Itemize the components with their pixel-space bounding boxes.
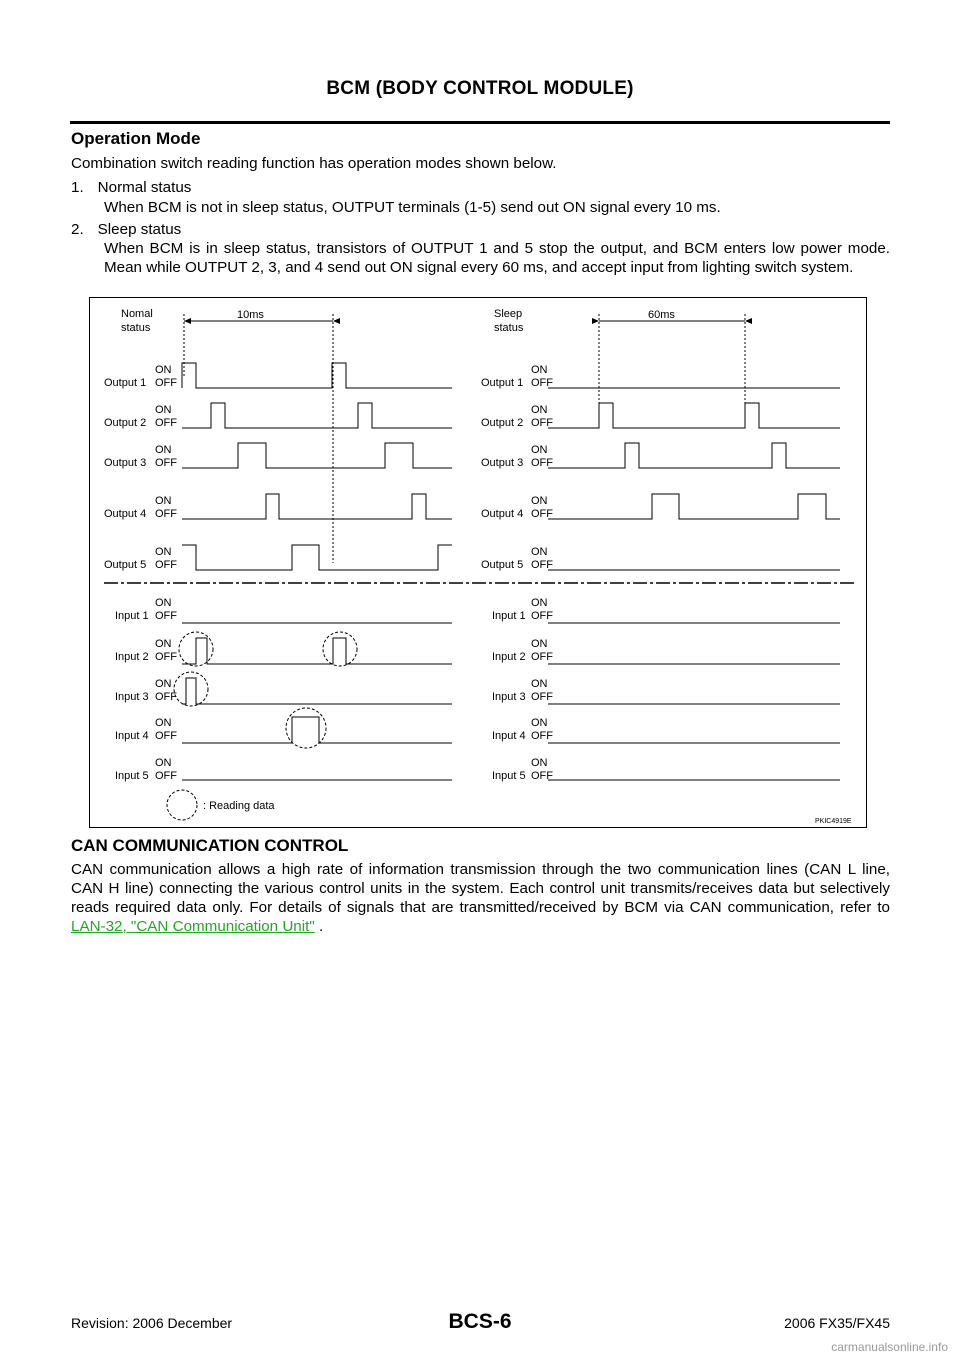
off-label: OFF (155, 559, 177, 571)
off-label: OFF (531, 559, 553, 571)
on-label: ON (155, 404, 172, 416)
off-label: OFF (531, 651, 553, 663)
output-5-label: Output 5 (481, 559, 524, 571)
output-4-label: Output 4 (104, 508, 147, 520)
list-item-1-number: 1. (71, 179, 84, 196)
input-3-normal-waveform (182, 678, 452, 704)
on-label: ON (531, 444, 548, 456)
output-1-label: Output 1 (104, 377, 147, 389)
output-4-sleep-waveform (548, 494, 840, 519)
sleep-period-label: 60ms (648, 309, 675, 321)
off-label: OFF (531, 691, 553, 703)
output-3-label: Output 3 (104, 457, 147, 469)
input-3-label: Input 3 (115, 691, 149, 703)
page-title: BCM (BODY CONTROL MODULE) (326, 78, 634, 99)
off-label: OFF (531, 457, 553, 469)
off-label: OFF (531, 417, 553, 429)
list-item-1-title (71, 178, 191, 197)
watermark: carmanualsonline.info (831, 1340, 948, 1354)
on-label: ON (531, 638, 548, 650)
input-3-label: Input 3 (492, 691, 526, 703)
on-label: ON (531, 364, 548, 376)
off-label: OFF (531, 508, 553, 520)
can-heading: CAN COMMUNICATION CONTROL (71, 836, 349, 855)
lan-32-link[interactable]: LAN-32, "CAN Communication Unit" (71, 918, 315, 935)
reading-circle-input-2-b (323, 632, 357, 666)
output-2-sleep-waveform (548, 403, 840, 428)
on-label: ON (155, 757, 172, 769)
input-1-label: Input 1 (115, 610, 149, 622)
off-label: OFF (531, 610, 553, 622)
off-label: OFF (155, 417, 177, 429)
on-label: ON (155, 638, 172, 650)
normal-status-label-2: status (121, 322, 151, 334)
legend-label: : Reading data (203, 800, 275, 812)
sleep-arrow-left (592, 318, 599, 324)
operation-mode-intro: Combination switch reading function has operation modes shown below. (71, 155, 557, 172)
input-5-label: Input 5 (492, 770, 526, 782)
output-2-normal-waveform (182, 403, 452, 428)
off-label: OFF (155, 377, 177, 389)
input-4-label: Input 4 (492, 730, 526, 742)
reading-legend-icon (167, 790, 197, 820)
can-tail: . (314, 918, 324, 935)
input-4-normal-waveform (182, 717, 452, 743)
list-item-2-body: When BCM is in sleep status, transistors of OUTPUT 1 and 5 stop the output, and BCM enters low power mode. Mean while OUTPUT 2, 3, and 4 send out ON signal every 60 ms, and accept input from lighting switch system. (104, 240, 890, 276)
on-label: ON (531, 495, 548, 507)
off-label: OFF (531, 730, 553, 742)
output-2-label: Output 2 (104, 417, 147, 429)
off-label: OFF (155, 770, 177, 782)
output-5-normal-waveform (182, 545, 452, 570)
output-3-label: Output 3 (481, 457, 524, 469)
off-label: OFF (531, 770, 553, 782)
figure-id: PKIC4919E (815, 818, 852, 825)
input-1-label: Input 1 (492, 610, 526, 622)
output-3-normal-waveform (182, 443, 452, 468)
on-label: ON (155, 364, 172, 376)
list-item-2-title (71, 220, 181, 239)
output-4-normal-waveform (182, 494, 452, 519)
list-item-2-title-text: Sleep status (97, 221, 182, 238)
off-label: OFF (155, 691, 177, 703)
list-item-1-body: When BCM is not in sleep status, OUTPUT terminals (1-5) send out ON signal every 10 ms. (104, 199, 721, 216)
on-label: ON (155, 546, 172, 558)
input-2-label: Input 2 (492, 651, 526, 663)
on-label: ON (155, 717, 172, 729)
normal-arrow-right (333, 318, 340, 324)
footer-revision: Revision: 2006 December (71, 1315, 233, 1331)
operation-mode-heading: Operation Mode (71, 129, 201, 148)
on-label: ON (531, 757, 548, 769)
normal-arrow-left (184, 318, 191, 324)
list-item-2-number: 2. (71, 221, 84, 238)
on-label: ON (531, 597, 548, 609)
sleep-arrow-right (745, 318, 752, 324)
output-2-label: Output 2 (481, 417, 524, 429)
input-2-label: Input 2 (115, 651, 149, 663)
input-2-normal-waveform (182, 638, 452, 664)
on-label: ON (155, 495, 172, 507)
can-paragraph (71, 860, 890, 936)
sleep-status-label-1: Sleep (494, 308, 523, 320)
off-label: OFF (155, 651, 177, 663)
input-4-label: Input 4 (115, 730, 149, 742)
off-label: OFF (155, 730, 177, 742)
reading-circle-input-3 (174, 672, 208, 706)
normal-status-label-1: Nomal (121, 308, 153, 320)
off-label: OFF (155, 457, 177, 469)
sleep-status-label-2: status (494, 322, 524, 334)
output-5-label: Output 5 (104, 559, 147, 571)
title-rule (70, 121, 890, 124)
list-item-1-title-text: Normal status (97, 179, 192, 196)
output-3-sleep-waveform (548, 443, 840, 468)
timing-diagram-svg (90, 298, 866, 827)
on-label: ON (531, 717, 548, 729)
footer-page-number: BCS-6 (448, 1310, 512, 1333)
on-label: ON (155, 597, 172, 609)
output-4-label: Output 4 (481, 508, 524, 520)
on-label: ON (531, 678, 548, 690)
output-1-normal-waveform (182, 363, 452, 388)
input-5-label: Input 5 (115, 770, 149, 782)
footer-model: 2006 FX35/FX45 (784, 1315, 890, 1331)
off-label: OFF (155, 610, 177, 622)
on-label: ON (531, 546, 548, 558)
normal-period-label: 10ms (237, 309, 264, 321)
on-label: ON (531, 404, 548, 416)
off-label: OFF (531, 377, 553, 389)
output-1-label: Output 1 (481, 377, 524, 389)
timing-diagram (89, 297, 867, 828)
on-label: ON (155, 444, 172, 456)
can-body: CAN communication allows a high rate of information transmission through the two communication lines (CAN L line, CAN H line) connecting the various control units in the system. Each control unit transmits/receives data but selectively reads required data only. For details of signals that are transmitted/received by BCM via CAN communication, refer to (71, 861, 890, 916)
on-label: ON (155, 678, 172, 690)
off-label: OFF (155, 508, 177, 520)
